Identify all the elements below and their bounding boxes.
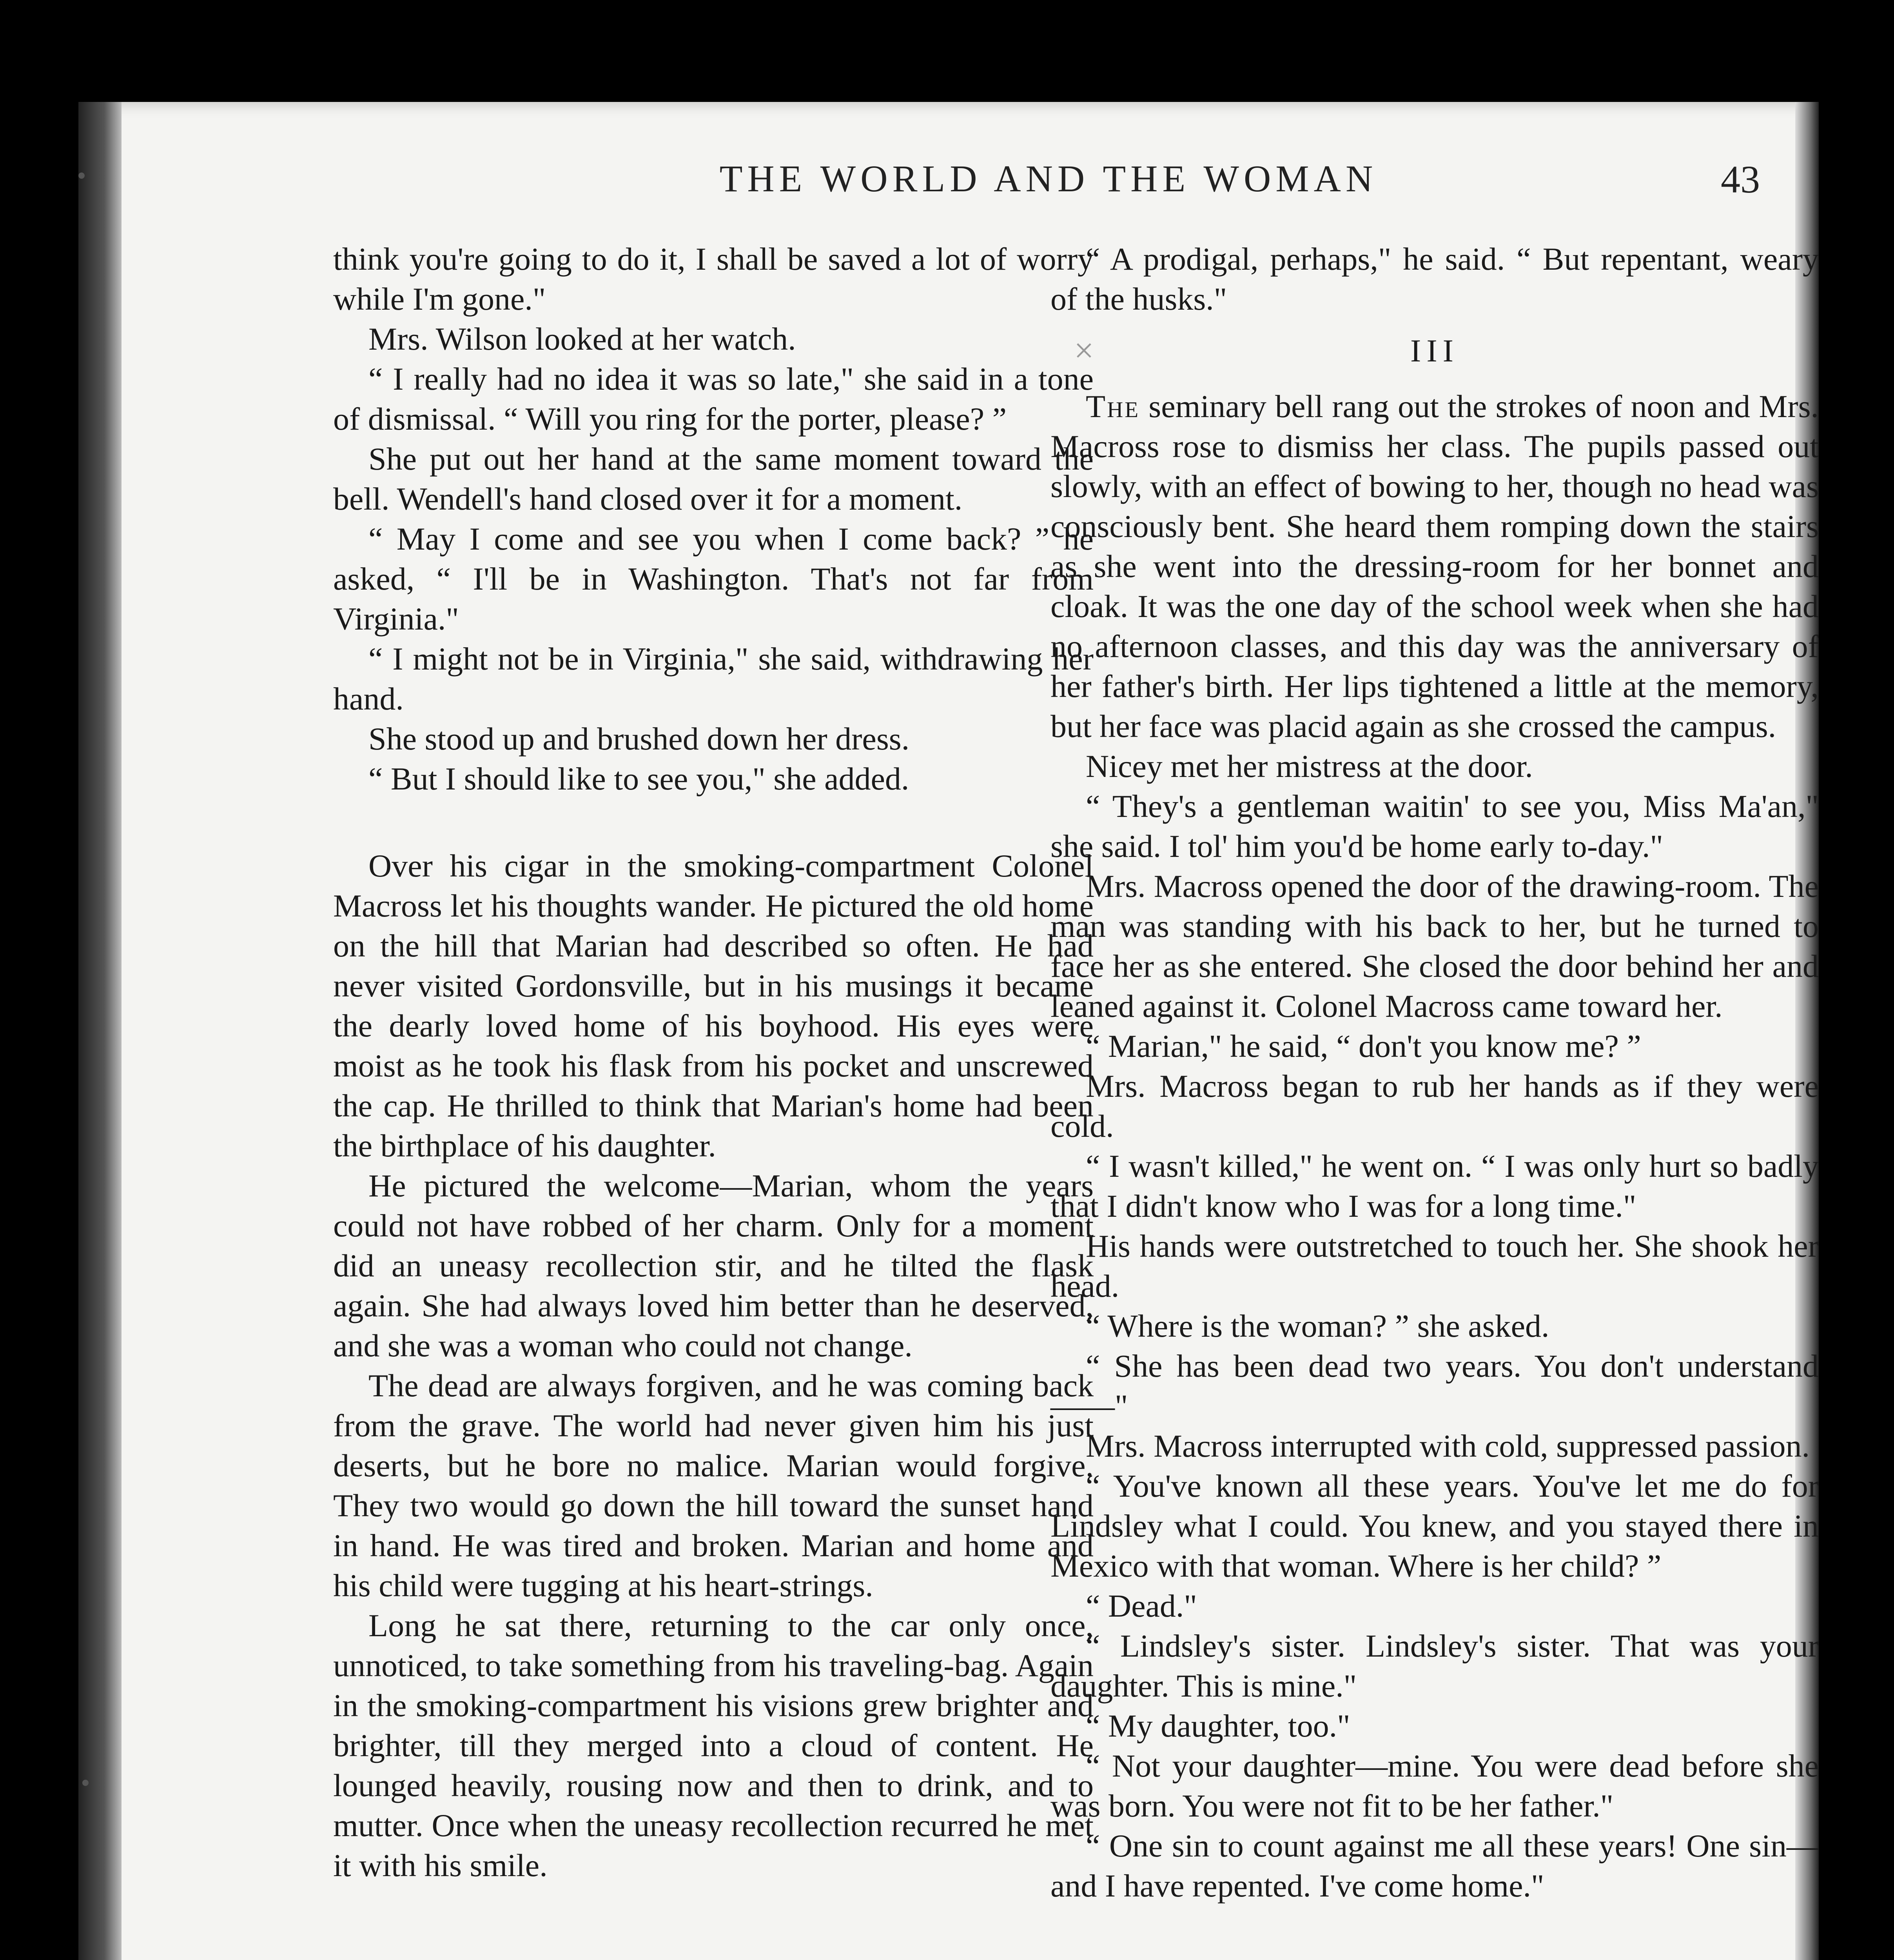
paragraph: “ They's a gentleman waitin' to see you, Miss Ma'an," she said. I tol' him you'd be home early to-day."	[1050, 788, 1819, 864]
left-column	[333, 239, 1094, 1960]
section-number: III	[1410, 333, 1459, 368]
book-page	[78, 102, 1819, 1960]
paragraph: Mrs. Macross interrupted with cold, suppressed passion.	[1086, 1428, 1810, 1464]
paragraph: “ I really had no idea it was so late," she said in a tone of dismissal. “ Will you ring for the porter, please? ”	[333, 361, 1094, 437]
paragraph: “ My daughter, too."	[1086, 1708, 1350, 1744]
print-speck	[78, 172, 85, 179]
paragraph	[1050, 387, 1819, 746]
paragraph: Mrs. Macross opened the door of the drawing-room. The man was standing with his back to her, but he turned to face her as she entered. She closed the door behind her and leaned against it. Colonel Macross came toward her.	[1050, 868, 1819, 1024]
paragraph: She put out her hand at the same moment toward the bell. Wendell's hand closed over it for a moment.	[333, 441, 1094, 517]
paragraph: “ I wasn't killed," he went on. “ I was only hurt so badly that I didn't know who I was for a long time."	[1050, 1148, 1819, 1224]
paragraph-text: seminary bell rang out the strokes of noon and Mrs. Macross rose to dismiss her class. The pupils passed out slowly, with an effect of bowing to her, though no head was consciously bent. She heard them romping down the stairs as she went into the dressing-room for her bonnet and cloak. It was the one day of the school week when she had no afternoon classes, and this day was the anniversary of her father's birth. Her lips tightened a little at the memory, but her face was placid again as she crossed the campus.	[1050, 388, 1819, 744]
paragraph: “ A prodigal, perhaps," he said. “ But repentant, weary of the husks."	[1050, 241, 1819, 317]
section-mark: ×	[1074, 331, 1094, 370]
page-number: 43	[1721, 158, 1760, 201]
section-heading	[1050, 331, 1819, 371]
paragraph: Nicey met her mistress at the door.	[1086, 748, 1533, 784]
paragraph: “ I might not be in Virginia," she said, withdrawing her hand.	[333, 641, 1094, 717]
paragraph: “ One sin to count against me all these years! One sin—and I have repented. I've come home."	[1050, 1828, 1819, 1904]
paragraph: He pictured the welcome—Marian, whom the years could not have robbed of her charm. Only for a moment did an uneasy recollection stir, and he tilted the flask again. She had always loved him better than he deserved, and she was a woman who could not change.	[333, 1168, 1094, 1363]
paragraph: “ Not your daughter—mine. You were dead before she was born. You were not fit to be her father."	[1050, 1748, 1819, 1824]
running-header	[337, 157, 1760, 212]
paragraph: “ Lindsley's sister. Lindsley's sister. That was your daughter. This is mine."	[1050, 1628, 1819, 1704]
paragraph: “ May I come and see you when I come back? ” he asked, “ I'll be in Washington. That's not far from Virginia."	[333, 521, 1094, 637]
paragraph: She stood up and brushed down her dress.	[368, 721, 910, 757]
paragraph: Mrs. Macross began to rub her hands as if they were cold.	[1050, 1068, 1819, 1144]
paragraph: Long he sat there, returning to the car only once, unnoticed, to take something from his traveling-bag. Again in the smoking-compartment his visions grew brighter and brighter, till they merged into a cloud of content. He lounged heavily, rousing now and then to drink, and to mutter. Once when the uneasy recollection recurred he met it with his smile.	[333, 1608, 1094, 1883]
paragraph: “ She has been dead two years. You don't understand——"	[1050, 1348, 1819, 1424]
print-speck	[82, 1780, 89, 1786]
paragraph: His hands were outstretched to touch her. She shook her head.	[1050, 1228, 1819, 1304]
right-column	[1050, 239, 1819, 1960]
paragraph: “ Dead."	[1086, 1588, 1197, 1624]
running-title: THE WORLD AND THE WOMAN	[719, 158, 1378, 200]
paragraph: Over his cigar in the smoking-compartment Colonel Macross let his thoughts wander. He pictured the old home on the hill that Marian had described so often. He had never visited Gordonsville, but in his musings it became the dearly loved home of his boyhood. His eyes were moist as he took his flask from his pocket and unscrewed the cap. He thrilled to think that Marian's home had been the birthplace of his daughter.	[333, 848, 1094, 1163]
lead-word: The	[1086, 388, 1140, 424]
binding-gutter	[78, 102, 122, 1960]
paragraph: “ Where is the woman? ” she asked.	[1086, 1308, 1549, 1344]
paragraph: “ Marian," he said, “ don't you know me? ”	[1086, 1028, 1641, 1064]
paragraph: Mrs. Wilson looked at her watch.	[368, 321, 796, 357]
paragraph: “ But I should like to see you," she added.	[368, 761, 909, 797]
paragraph: think you're going to do it, I shall be saved a lot of worry while I'm gone."	[333, 241, 1094, 317]
paragraph: “ You've known all these years. You've let me do for Lindsley what I could. You knew, and you stayed there in Mexico with that woman. Where is her child? ”	[1050, 1468, 1819, 1584]
paragraph: The dead are always forgiven, and he was coming back from the grave. The world had never given him his just deserts, but he bore no malice. Marian would forgive. They two would go down the hill toward the sunset hand in hand. He was tired and broken. Marian and home and his child were tugging at his heart-strings.	[333, 1368, 1094, 1603]
